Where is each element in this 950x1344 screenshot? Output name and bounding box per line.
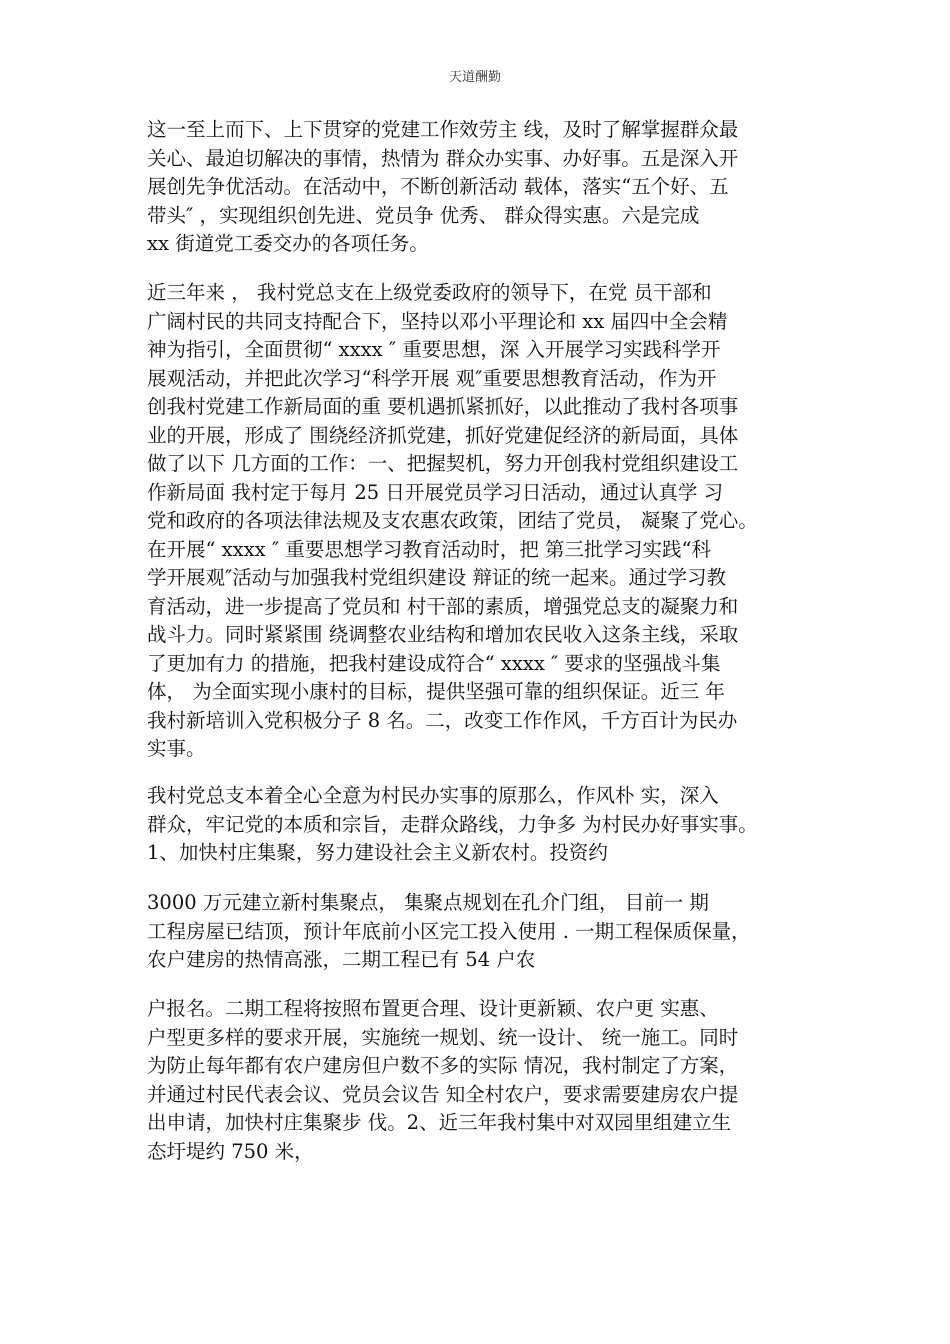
text-line: 关心、最迫切解决的事情，热情为 群众办实事、办好事。五是深入开 (147, 146, 739, 170)
text-line: 带头″ ，实现组织创先进、党员争 优秀、 群众得实惠。六是完成 (147, 203, 700, 227)
text-line: 展观活动，并把此次学习“科学开展 观″重要思想教育活动，作为开 (147, 366, 717, 390)
text-line: 工程房屋已结顶，预计年底前小区完工投入使用 . 一期工程保质保量， (147, 919, 751, 943)
text-line: 我村新培训入党积极分子 8 名。二，改变工作作风，千方百计为民办 (147, 708, 738, 732)
text-line: 实事。 (147, 737, 206, 760)
text-line: 在开展“ xxxx ″ 重要思想学习教育活动时，把 第三批学习实践“科 (147, 537, 712, 561)
paragraph-2 (147, 279, 827, 764)
text-line: 户报名。二期工程将按照布置更合理、设计更新颖、农户更 实惠、 (147, 997, 719, 1020)
paragraph-4 (147, 889, 827, 975)
text-line: 农户建房的热情高涨，二期工程已有 54 户农 (147, 948, 536, 971)
text-line: 出申请，加快村庄集聚步 伐。2、近三年我村集中对双园里组建立生 (147, 1111, 732, 1134)
text-line: 做了以下 几方面的工作：一、把握契机，努力开创我村党组织建设工 (147, 452, 739, 475)
text-line: 1、加快村庄集聚，努力建设社会主义新农村。投资约 (147, 841, 608, 864)
text-line: 了更加有力 的措施，把我村建设成符合“ xxxx ″ 要求的坚强战斗集 (147, 651, 721, 675)
text-line: 近三年来 ， 我村党总支在上级党委政府的领导下，在党 员干部和 (147, 281, 712, 304)
text-line: 为防止每年都有农户建房但户数不多的实际 情况，我村制定了方案， (147, 1054, 739, 1077)
text-line: 体， 为全面实现小康村的目标，提供坚强可靠的组织保证。近三 年 (147, 680, 725, 703)
page-header: 天道酬勤 (448, 70, 501, 85)
text-line: 战斗力。同时紧紧围 绕调整农业结构和增加农民收入这条主线，采取 (147, 623, 739, 646)
text-line: 这一至上而下、上下贯穿的党建工作效劳主 线，及时了解掌握群众最 (147, 118, 739, 141)
text-line: xx 街道党工委交办的各项任务。 (147, 232, 429, 255)
text-line: 群众，牢记党的本质和宗旨，走群众路线，力争多 为村民办好事实事。 (147, 812, 758, 836)
text-line: 态圩堤约 750 米， (147, 1139, 314, 1163)
text-line: 党和政府的各项法律法规及支农惠农政策，团结了党员， 凝聚了党心。 (147, 509, 758, 532)
text-line: 并通过村民代表会议、党员会议告 知全村农户，要求需要建房农户提 (147, 1082, 739, 1106)
paragraph-1 (147, 116, 827, 259)
text-line: 户型更多样的要求开展，实施统一规划、统一设计、 统一施工。同时 (147, 1025, 739, 1049)
text-line: 3000 万元建立新村集聚点， 集聚点规划在孔介门组， 目前一 期 (147, 891, 709, 914)
text-line: 育活动，进一步提高了党员和 村干部的素质，增强党总支的凝聚力和 (147, 594, 739, 618)
text-line: 学开展观″活动与加强我村党组织建设 辩证的统一起来。通过学习教 (147, 566, 726, 589)
text-line: 我村党总支本着全心全意为村民办实事的原那么，作风朴 实，深入 (147, 784, 719, 807)
text-line: 作新局面 我村定于每月 25 日开展党员学习日活动，通过认真学 习 (147, 480, 724, 504)
text-line: 广阔村民的共同支持配合下，坚持以邓小平理论和 xx 届四中全会精 (147, 309, 728, 333)
paragraph-3 (147, 782, 827, 868)
paragraph-5 (147, 995, 827, 1166)
text-line: 创我村党建工作新局面的重 要机遇抓紧抓好，以此推动了我村各项事 (147, 395, 739, 418)
text-line: 展创先争优活动。在活动中，不断创新活动 载体，落实“五个好、五 (147, 175, 729, 198)
text-line: 神为指引，全面贯彻“ xxxx ″ 重要思想，深 入开展学习实践科学开 (147, 338, 721, 361)
text-line: 业的开展，形成了 围绕经济抓党建，抓好党建促经济的新局面，具体 (147, 423, 739, 447)
